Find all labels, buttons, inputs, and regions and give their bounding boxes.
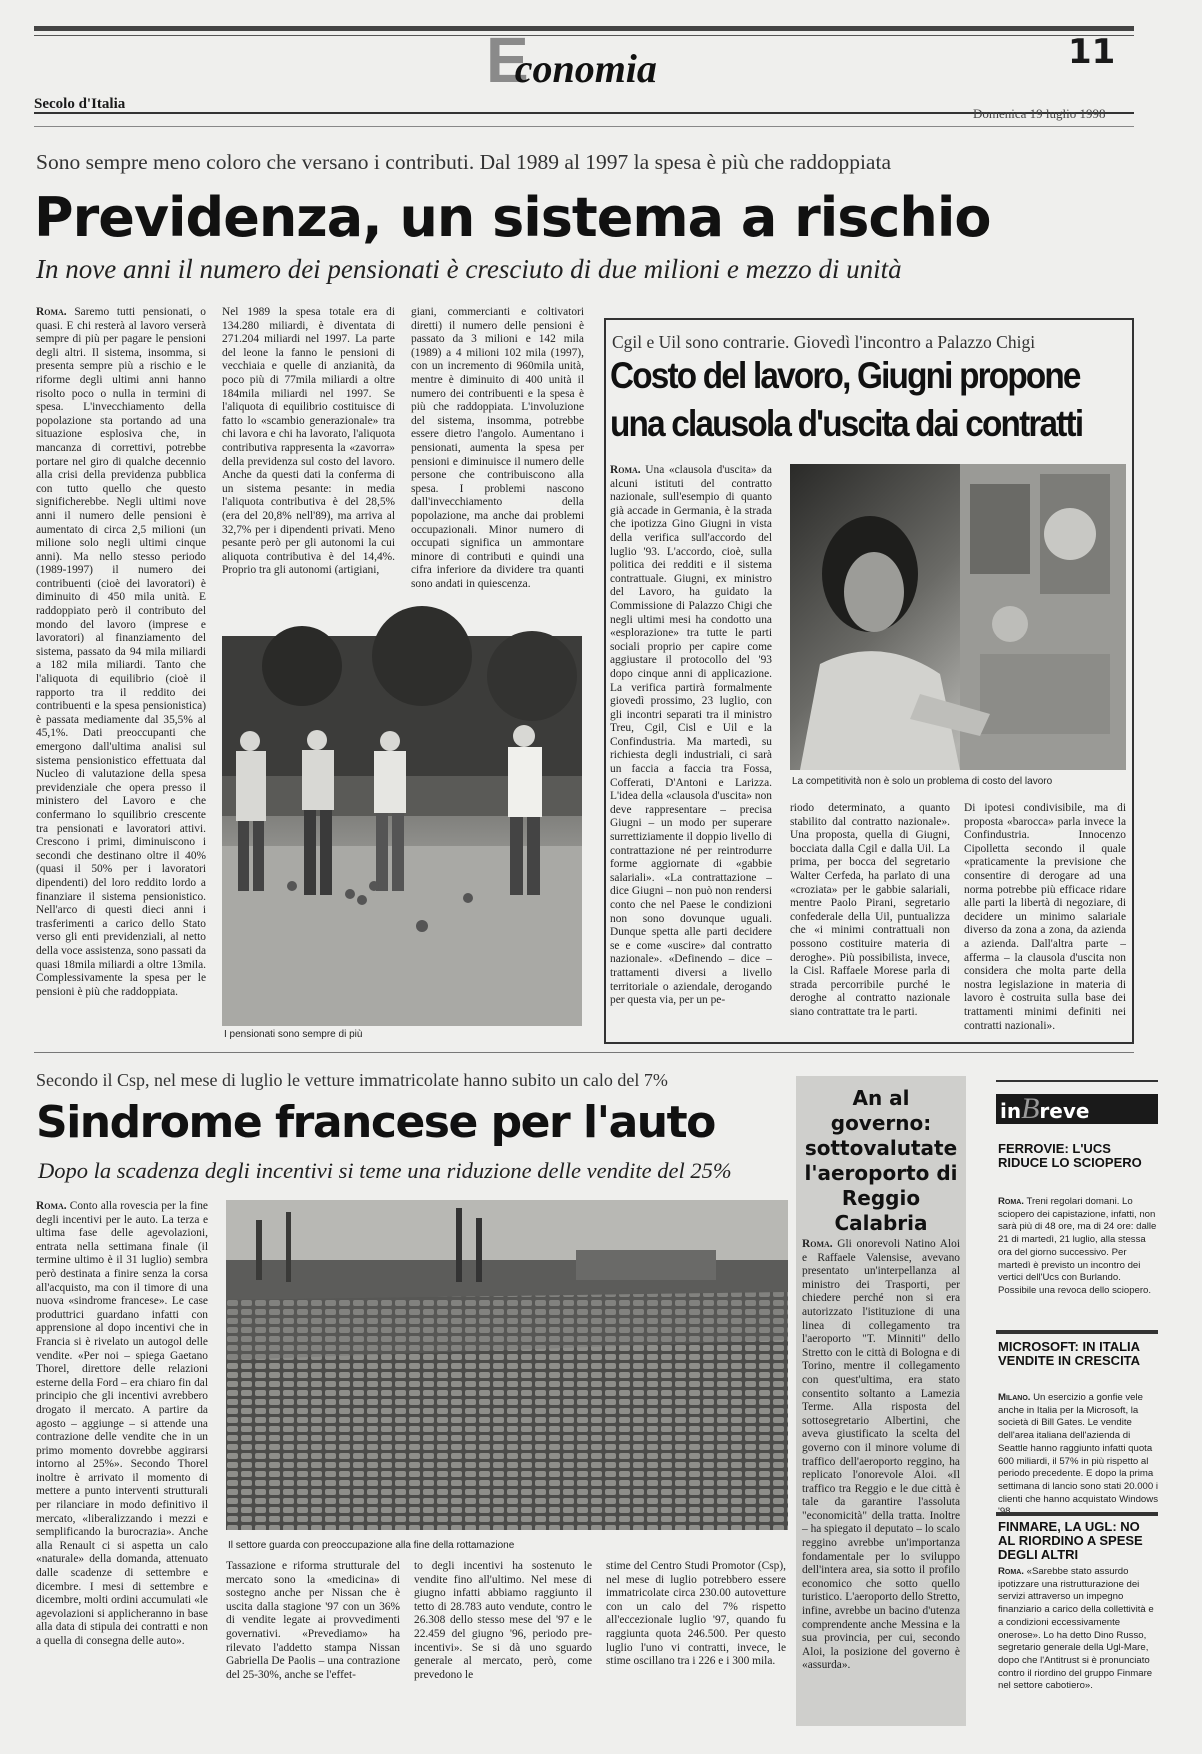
box-kicker: Cgil e Uil sono contrarie. Giovedì l'incontro a Palazzo Chigi xyxy=(612,332,1036,352)
in-breve-in: in xyxy=(1000,1099,1022,1123)
auto-headline: Sindrome francese per l'auto xyxy=(36,1097,715,1148)
main-column-2 xyxy=(222,306,395,614)
brief-1-text: Treni regolari domani. Lo sciopero dei capistazione, infatti, non sarà più di 48 ore, ma di 24 ore: dalle 21 di martedì, 21 luglio, alla stessa ora del giorno successivo. Per martedì è previsto un incontro dei vertici dell'Ucs con Burlando. Possibile una revoca dello sciopero. xyxy=(998,1196,1157,1296)
main-deck: In nove anni il numero dei pensionati è cresciuto di due milioni e mezzo di unità xyxy=(36,254,902,284)
main-kicker: Sono sempre meno coloro che versano i contributi. Dal 1989 al 1997 la spesa è più che raddoppiata xyxy=(36,150,891,174)
auto-deck: Dopo la scadenza degli incentivi si teme una riduzione delle vendite del 25% xyxy=(38,1158,732,1183)
section-rest: conomia xyxy=(514,46,657,91)
issue-date: Domenica 19 luglio 1998 xyxy=(973,106,1106,121)
cars-illustration xyxy=(226,1200,788,1530)
page-number: 11 xyxy=(1068,32,1116,72)
main-col2-text: Nel 1989 la spesa totale era di 134.280 miliardi, è diventata di 271.204 miliardi nel 1997. La parte del leone la fanno le pensioni di vecchiaia e quelle di anzianità, da poco più di 77mila miliardi a oltre 184mila miliardi nel 1997. Se l'aliquota di equilibrio costituisce di fatto lo «scambio generazionale» tra chi lavora e chi ha lavorato, l'aliquota contributiva rappresenta la «zavorra» della previdenza sul costo del lavoro. Anche da questi dati la conferma di un sistema pesante: in media l'aliquota contributiva è del 28,5% (era del 20,8% nell'89), ma arriva al 32,7% per i dipendenti privati. Meno pesante però per gli autonomi la cui aliquota contributiva è del 14,4%. Proprio tra gli autonomi (artigiani, xyxy=(222,306,395,577)
pensioners-illustration xyxy=(222,636,582,1026)
cars-caption: Il settore guarda con preoccupazione alla fine della rottamazione xyxy=(228,1540,515,1551)
mid-page-rule xyxy=(34,1052,1134,1053)
brief-divider-1 xyxy=(996,1330,1158,1334)
reggio-column xyxy=(802,1238,960,1720)
section-title xyxy=(486,24,657,98)
reggio-text: Gli onorevoli Natino Aloi e Raffaele Valensise, avevano presentato un'interpellanza al ministro dei Trasporti, per chiedere perché non si era autorizzato l'istituzione di una linea di collegamento tra l'aeroporto "T. Minniti" dello Stretto con le città di Bologna e di Torino, mentre il collegamento con quest'ultima, era stato consentito soltanto a Lamezia Terme. Alla risposta del sottosegretario Albertini, che aveva giustificato la scelta del governo con il minore volume di traffico dell'aeroporto reggino, ha replicato l'onorevole Aloi. «Il traffico tra Reggio e le due città è tale da garantire l'assoluta "economicità" della tratta. Inoltre – ha spiegato il deputato – lo scalo reggino avrebbe un'importanza fondamentale per lo sviluppo dell'intera area, sia sotto il profilo economico che sotto quello turistico. L'aeroporto dello Stretto, infine, avrebbe un bacino d'utenza comprendente anche Messina e la sua provincia, per cui, secondo Aloi, la posizione del governo è «assurda». xyxy=(802,1238,960,1672)
brief-2-text-block xyxy=(998,1392,1158,1508)
auto-dateline: Roma. xyxy=(36,1200,67,1212)
brief-divider-2 xyxy=(996,1512,1158,1516)
brief-1-text-block xyxy=(998,1196,1158,1322)
box-col2-text: riodo determinato, a quanto stabilito dal contratto nazionale». Una proposta, quella di Giugni, bocciata dalla Cgil e dalla Uil. La prima, per bocca del segretario Walter Cerfeda, ha parlato di una «croziata» per le gabbie salariali, mentre Paolo Pirani, segretario confederale della Uil, puntualizza che «i minimi contrattuali non possono costituire materia di deroghe». Più possibilista, invece, la Cisl. Raffaele Morese parla di strada percorribile purché le deroghe al contratto nazionale siano contrattate tra le parti. xyxy=(790,802,950,1018)
brief-3-dateline: Roma. xyxy=(998,1566,1024,1577)
brief-2-dateline: Milano. xyxy=(998,1392,1031,1403)
reggio-headline: An al governo: sottovalutate l'aeroporto di Reggio Calabria xyxy=(804,1086,958,1235)
masthead-rule-2 xyxy=(34,126,1134,127)
auto-col3-text: to degli incentivi ha sostenuto le vendite fino all'ultimo. Nel mese di giugno infatti abbiamo raggiunto il tetto di 28.783 auto vendute, contro le 26.308 dello stesso mese del '97 e le 22.459 del giugno '96, periodo pre-incentivi». Se si dà uno sguardo generale al mercato, però, come prevedono le xyxy=(414,1560,592,1681)
main-dateline: Roma. xyxy=(36,306,67,318)
brief-2-text: Un esercizio a gonfie vele anche in Italia per la Microsoft, la società di Bill Gates. Le vendite dell'area italiana dell'azienda di Seattle hanno raggiunto infatti quota 600 miliardi, il 57% in più rispetto al periodo precedente. E dopo la prima settimana di lancio sono stati 20.000 i clienti che hanno acquistato Windows xyxy=(998,1392,1158,1505)
main-column-3 xyxy=(411,306,584,614)
worker-caption: La competitività non è solo un problema di costo del lavoro xyxy=(792,776,1053,787)
in-breve-rest: reve xyxy=(1039,1099,1090,1123)
brief-3-text-block xyxy=(998,1566,1158,1726)
auto-column-2 xyxy=(226,1560,400,1720)
box-col1-text: Una «clausola d'uscita» da alcuni istituti del contratto nazionale, sull'esempio di quanto già accade in Germania, è la strada che ipotizza Gino Giugni in vista della verifica sull'accordo del luglio '93. L'accordo, cioè, sulla politica dei redditi e il sistema contrattuale. Giugni, ex ministro del Lavoro, ha guidato la Commissione di Palazzo Chigi che negli ultimi mesi ha condotto una «esplorazione» tra tutte le parti sociali proprio per capire come aggiustare il protocollo del '93 dopo cinque anni di applicazione. La verifica partirà formalmente giovedì prossimo, 23 luglio, con gli incontri separati tra il ministro Treu, Cgil, Cisl e Uil e la Confindustria. Ma martedì, su richiesta degli industriali, ci sarà un faccia a faccia tra Fossa, Cofferati, D'Antoni e Larizza. L'idea della «clausola d'uscita» non deve rappresentare – precisa Giugni – un modo per superare surrettiziamente il doppio livello di contrattazione né per reintrodurre forme aggiornate di «gabbie salariali». «La contrattazione – dice Giugni – non può non rendersi conto che nel Paese le condizioni non sono dovunque uguali. Dunque spetta alle parti decidere se e come «uscire» dal contratto nazionale». «Definendo – dice – trattamenti diversi a livello territoriale o aziendale, derogando per questa via, per un pe- xyxy=(610,464,772,1007)
brief-2-title: MICROSOFT: IN ITALIA VENDITE IN CRESCITA xyxy=(998,1339,1141,1368)
in-breve-label xyxy=(996,1094,1158,1124)
in-breve-rule xyxy=(996,1080,1158,1082)
main-col3-text: giani, commercianti e coltivatori diretti) il numero delle pensioni è passato da 3 milioni e 142 mila (1989) a 4 milioni 102 mila (1997), con un incremento di 960mila unità, mentre è diminuito di 400 unità il numero dei contribuenti e la spesa è più che raddoppiata. L'involuzione del sistema, insomma, potrebbe essere dietro l'angolo. Aumentano i pensionati, aumenta la spesa per pensioni e diminuisce il numero delle persone che contribuiscono alla spesa. I problemi nascono dall'invecchiamento della popolazione, ma anche dai problemi occupazionali. Minor numero di occupati significa un ammontare minore di contributi e quindi una cifra inferiore da dividere tra quanti sono andati in quiescenza. xyxy=(411,306,584,590)
box-col3-text: Di ipotesi condivisibile, ma di proposta «barocca» parla invece la Confindustria. Innocenzo Cipolletta secondo il quale «praticamente la previsione che consentire di derogare ad una norma potrebbe più efficace ridare alle parti la libertà di negoziare, di decidere un minimo salariale diverso da zona a zona, da azienda a azienda. Dall'altra parte – afferma – la clausola d'uscita non considera che molta parte della nostra legislazione in materia di lavoro è costruita sulla base dei trattamenti minimi definiti nei contratti nazionali». xyxy=(964,802,1126,1032)
auto-column-1 xyxy=(36,1200,208,1720)
in-breve-b: B xyxy=(1021,1092,1040,1125)
box-column-2 xyxy=(790,802,950,1036)
main-headline: Previdenza, un sistema a rischio xyxy=(34,186,991,249)
worker-photo xyxy=(790,464,1126,770)
masthead-rule xyxy=(34,112,1134,114)
box-dateline: Roma. xyxy=(610,464,641,476)
auto-column-3 xyxy=(414,1560,592,1720)
worker-illustration xyxy=(790,464,1126,770)
cars-photo xyxy=(226,1200,788,1530)
brief-1-title: FERROVIE: L'UCS RIDUCE LO SCIOPERO xyxy=(998,1141,1142,1170)
auto-col4-text: stime del Centro Studi Promotor (Csp), nel mese di luglio potrebbero essere immatricolate circa 230.00 autovetture con un calo del 7% rispetto all'eccezionale luglio '97, quando fu raggiunta quota 246.500. Per questo luglio l'uno vi contratti, invece, le stime oscillano tra i 226 e i 300 mila. xyxy=(606,1560,786,1668)
box-column-1 xyxy=(610,464,772,1036)
box-headline-1: Costo del lavoro, Giugni propone xyxy=(610,355,1080,396)
pensioners-caption: I pensionati sono sempre di più xyxy=(224,1029,363,1040)
newspaper-name: Secolo d'Italia xyxy=(34,96,126,112)
box-headline-2: una clausola d'uscita dai contratti xyxy=(610,403,1083,444)
brief-3-text: «Sarebbe stato assurdo ipotizzare una ristrutturazione dei servizi attraverso un impegno finanziario a carico della collettività e a condizioni eccessivamente onerose». Lo ha detto Dino Russo, segretario generale della Ugl-Mare, dopo che l'Antitrust si è pronunciato contro il riordino del gruppo Finmare nel settore cabotiero». xyxy=(998,1566,1154,1692)
auto-col1-text: Conto alla rovescia per la fine degli incentivi per le auto. La terza e ultima fase delle agevolazioni, entrata nella settimana finale (il termine ultimo è il 31 luglio) sembra però destinata a finire senza la corsa all'acquisto, ma con il timore di una nuova «sindrome francese». Le case produttrici guardano infatti con apprensione al dopo incentivi che in Francia si è rivelato un autogol delle vendite. «Per noi – spiega Gaetano Thorel, direttore delle relazioni esterne della Ford – era chiaro fin dal principio che gli incentivi avrebbero drogato il mercato. A partire da agosto – aggiunge – si attende una contrazione delle vendite che in un primo momento dovrebbe aggirarsi intorno al 25%». Secondo Thorel inoltre è arrivato il momento di mettere a punto interventi strutturali per rilanciare in modo definitivo il mercato, «liberalizzando i mezzi e semplificando la burocrazia». Anche alla Renault ci si aspetta un calo «naturale» della domanda, attenuato dalle scadenze di settembre e dicembre. I mesi di settembre e dicembre, molti ordini accumulati «le agevolazioni si applicheranno in base alla data di stipula dei contratti e non a quella di consegna delle auto». xyxy=(36,1200,208,1647)
section-initial: E xyxy=(486,24,529,96)
box-column-3 xyxy=(964,802,1126,1036)
auto-col2-text: Tassazione e riforma strutturale del mercato sono la «medicina» di sostegno anche per Nissan che è uscita dalla stagione '97 con un 36% di vendite legate ai provvedimenti governativi. «Prevediamo» ha rilevato l'addetto stampa Nissan Gabriella De Paolis – una contrazione del 25-30%, anche se l'effet- xyxy=(226,1560,400,1681)
reggio-dateline: Roma. xyxy=(802,1238,833,1250)
pensioners-photo xyxy=(222,636,582,1026)
brief-1-dateline: Roma. xyxy=(998,1196,1024,1207)
auto-kicker: Secondo il Csp, nel mese di luglio le vetture immatricolate hanno subito un calo del 7% xyxy=(36,1070,668,1090)
auto-column-4 xyxy=(606,1560,786,1720)
main-col1-text: Saremo tutti pensionati, o quasi. E chi resterà al lavoro verserà sempre di più per pagare le pensioni degli altri. Il sistema, insomma, si presenta sempre più a rischio e le riforme degli ultimi anni hanno risolto poco o nulla in termini di spesa. L'invecchiamento della popolazione sta portando ad una situazione esplosiva che, in mancanza di correttivi, potrebbe portare nel giro di qualche decennio alla crisi della previdenza pubblica con tutto quello che questo significherebbe. Negli ultimi nove anni il numero delle pensioni è aumentato di circa 2,5 milioni (un milione solo negli ultimi cinque anni). Ma nello stesso periodo (1989-1997) il numero dei contribuenti (cioè dei lavoratori) è diminuito di 450 mila unità. E raddoppiato però il contributo del mondo del lavoro (imprese e lavoratori) al finanziamento del sistema, passato da 94 mila miliardi a 182 mila miliardi. Tanto che l'aliquota di equilibrio (cioè il rapporto tra il reddito dei contribuenti e la spesa pensionistica) è passata mediamente dal 35,5% al 45,1%. Dati preoccupanti che emergono dall'ultima analisi sul sistema pensionistico effettuata dal Nucleo di valutazione della spesa previdenziale che opera presso il ministero del Lavoro e che confermano lo squilibrio crescente tra pensionati e lavoratori attivi. Crescono i primi, diminuiscono i secondi che destinano oltre il 40% (quasi il 50% per i lavoratori dipendenti) del loro reddito lordo a finanziare il sistema pensionistico. Nell'arco di questi dieci anni i trasferimenti a carico dello Stato verso gli enti previdenziali, al netto della voce assistenza, sono passati da quasi 18mila miliardi a oltre 13mila. Complessivamente la spesa per le pensioni è più che raddoppiata. xyxy=(36,306,206,998)
main-column-1 xyxy=(36,306,206,1036)
brief-3-title: FINMARE, LA UGL: NO AL RIORDINO A SPESE DEGLI ALTRI xyxy=(998,1519,1143,1562)
